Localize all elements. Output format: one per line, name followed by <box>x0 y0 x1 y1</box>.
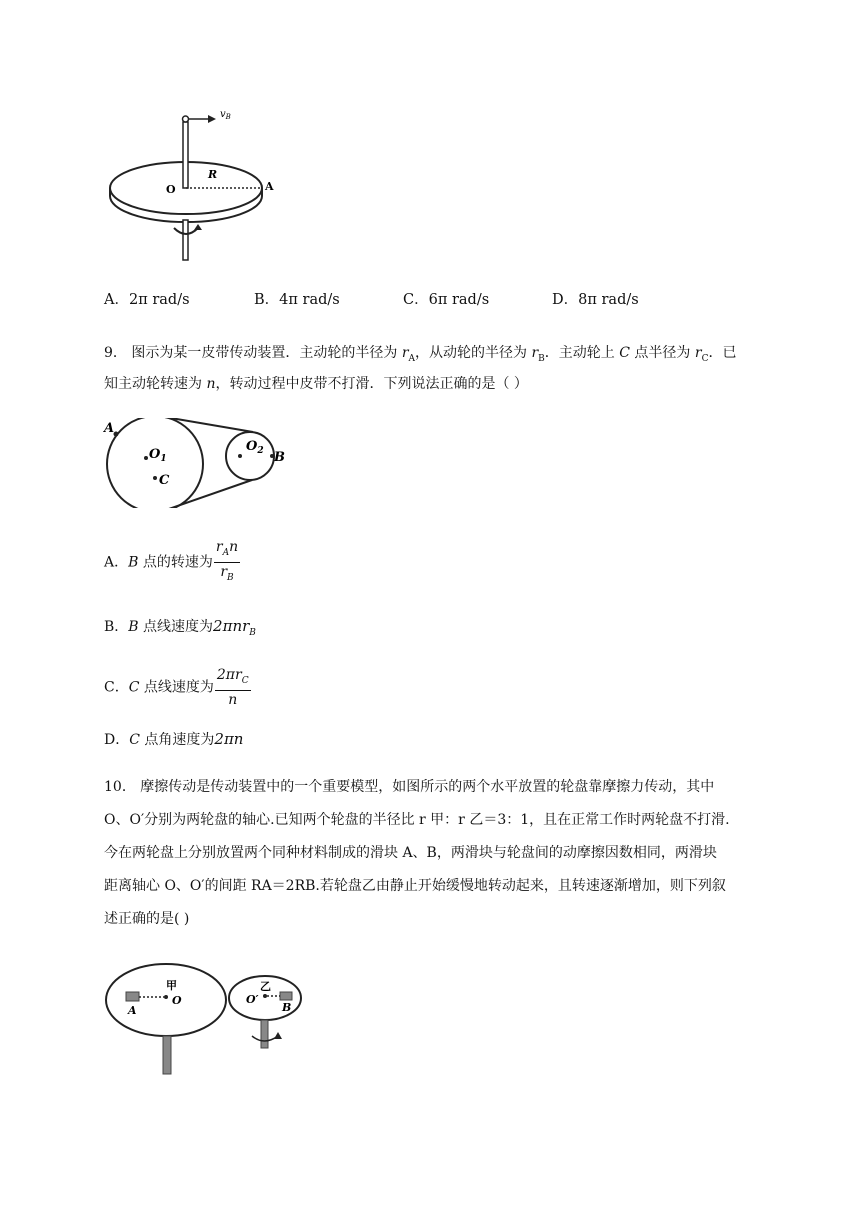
friction-drive-figure <box>102 962 312 1082</box>
fraction: $\frac{2\pi r_C}{n}$ <box>216 667 249 708</box>
q8-option-b[interactable]: B．4π rad/s <box>254 292 340 308</box>
q9-question-line1: 9． 图示为某一皮带传动装置．主动轮的半径为 $r_A$，从动轮的半径为 $r_B$．主动轮上 C 点半径为 $r_C$．已 <box>104 345 737 364</box>
q10-question-line5: 述正确的是( ) <box>104 911 190 927</box>
yi-label: 乙 <box>260 980 271 993</box>
jia-label: 甲 <box>166 979 177 992</box>
q9-option-a[interactable]: A．B 点的转速为 $\frac{r_An}{r_B}$ <box>104 538 240 587</box>
disc-rotation-figure <box>104 108 284 268</box>
block-a-label: A <box>128 1004 137 1017</box>
point-a-label: A <box>265 180 274 193</box>
center-o-label: O <box>172 994 182 1007</box>
center-label: O <box>166 183 176 196</box>
o1-label: $O_1$ <box>149 447 167 464</box>
point-a-label: A <box>104 421 115 436</box>
center-oprime-label: O′ <box>246 993 259 1006</box>
q10-question-line3: 今在两轮盘上分别放置两个同种材料制成的滑块 A、B，两滑块与轮盘间的动摩擦因数相同，两滑块 <box>104 845 717 861</box>
radius-label: R <box>208 168 218 181</box>
o2-label: $O_2$ <box>246 439 264 456</box>
point-b-label: B <box>274 450 285 465</box>
point-c-label: C <box>159 473 170 488</box>
q9-question-line2: 知主动轮转速为 n，转动过程中皮带不打滑．下列说法正确的是（ ） <box>104 376 528 392</box>
q8-option-d[interactable]: D．8π rad/s <box>552 292 639 308</box>
q8-option-a[interactable]: A．2π rad/s <box>104 292 190 308</box>
q9-option-d[interactable]: D．C 点角速度为2πn <box>104 730 244 748</box>
q10-question-line1: 10． 摩擦传动是传动装置中的一个重要模型，如图所示的两个水平放置的轮盘靠摩擦力传动，其中 <box>104 779 715 795</box>
q10-question-line2: O、O′分别为两轮盘的轴心.已知两个轮盘的半径比 r 甲：r 乙＝3：1，且在正常工作时两轮盘不打滑. <box>104 812 730 828</box>
q10-question-line4: 距离轴心 O、O′的间距 RA＝2RB.若轮盘乙由静止开始缓慢地转动起来，且转速逐渐增加，则下列叙 <box>104 878 726 894</box>
block-b-label: B <box>282 1001 292 1014</box>
q8-option-c[interactable]: C．6π rad/s <box>403 292 490 308</box>
fraction: $\frac{r_An}{r_B}$ <box>215 539 239 583</box>
velocity-label: $v_B$ <box>220 109 231 121</box>
belt-drive-figure <box>100 418 300 508</box>
q9-option-c[interactable]: C．C 点线速度为 $\frac{2\pi r_C}{n}$ <box>104 667 249 708</box>
q9-option-b[interactable]: B．B 点线速度为2πnr$_B$ <box>104 617 256 638</box>
